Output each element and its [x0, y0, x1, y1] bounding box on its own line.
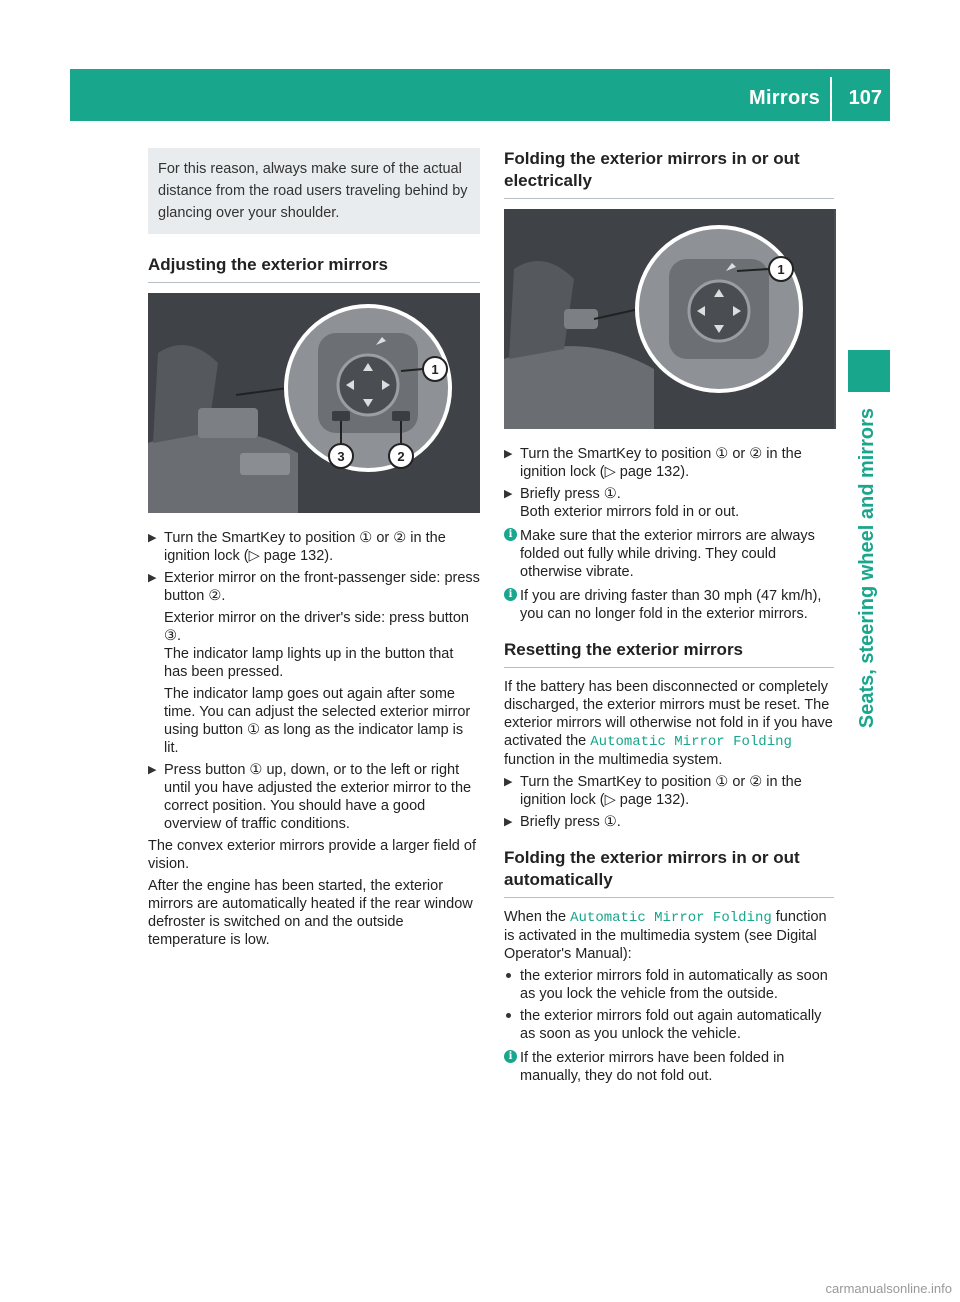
arrow-icon: ▶: [504, 488, 513, 500]
arrow-icon: ▶: [148, 532, 157, 544]
chapter-title: Seats, steering wheel and mirrors: [856, 408, 878, 729]
header-title: Mirrors: [748, 87, 820, 109]
section-title-folding-automatic: Folding the exterior mirrors in or out automatically: [504, 847, 834, 898]
header-divider: [830, 77, 832, 121]
bullet-fold-out-unlock: the exterior mirrors fold out again automatically as soon as you unlock the vehicle.: [504, 1007, 834, 1043]
step-briefly-press: ▶ Briefly press ①. Both exterior mirrors fold in or out.: [504, 486, 740, 520]
left-column: [148, 148, 480, 949]
note-box: For this reason, always make sure of the actual distance from the road users traveling behind by glancing over your shoulder.: [148, 148, 480, 234]
watermark: carmanualsonline.info: [825, 1281, 952, 1296]
info-icon: i: [504, 1050, 517, 1063]
code-automatic-mirror-folding: Automatic Mirror Folding: [570, 910, 772, 926]
info-icon: i: [504, 528, 517, 541]
svg-text:1: 1: [777, 262, 785, 277]
svg-text:2: 2: [397, 449, 405, 464]
figure-folding-mirrors: [504, 209, 836, 429]
paragraph-heated: After the engine has been started, the exterior mirrors are automatically heated if the rear window defroster is switched on and the outside temperature is low.: [148, 878, 473, 948]
arrow-icon: ▶: [504, 776, 513, 788]
page-number: 107: [848, 87, 882, 109]
svg-text:3: 3: [337, 449, 345, 464]
section-title-folding-electric: Folding the exterior mirrors in or out electrically: [504, 148, 834, 199]
step-turn-smartkey-fold: ▶ Turn the SmartKey to position ① or ② in the ignition lock (▷ page 132).: [504, 446, 802, 480]
svg-text:1: 1: [431, 362, 439, 377]
arrow-icon: ▶: [148, 764, 157, 776]
step-reset-turn-smartkey: ▶ Turn the SmartKey to position ① or ② in the ignition lock (▷ page 132).: [504, 774, 802, 808]
chapter-tab: [848, 350, 890, 392]
arrow-icon: ▶: [504, 816, 513, 828]
code-automatic-mirror-folding: Automatic Mirror Folding: [590, 734, 792, 750]
step-turn-smartkey: ▶ Turn the SmartKey to position ① or ② in the ignition lock (▷ page 132).: [148, 530, 446, 564]
info-speed-limit: i If you are driving faster than 30 mph (47 km/h), you can no longer fold in the exterior mirrors.: [504, 587, 834, 623]
step-press-button: ▶ Press button ① up, down, or to the left or right until you have adjusted the exterior mirror to the correct position. You should have a good overview of traffic conditions.: [148, 762, 472, 832]
arrow-icon: ▶: [148, 572, 157, 584]
step-reset-briefly-press: ▶ Briefly press ①.: [504, 814, 621, 830]
info-manual-fold: i If the exterior mirrors have been folded in manually, they do not fold out.: [504, 1049, 834, 1085]
paragraph-convex: The convex exterior mirrors provide a larger field of vision.: [148, 838, 476, 872]
step-driver-mirror: Exterior mirror on the driver's side: press button ③. The indicator lamp lights up in the button that has been pressed.: [164, 610, 469, 680]
info-icon: i: [504, 588, 517, 601]
bullet-dot: [506, 973, 511, 978]
header-bar: [70, 69, 890, 121]
fold-button-illustration: [504, 209, 834, 429]
section-title-adjusting: Adjusting the exterior mirrors: [148, 254, 480, 283]
step-passenger-mirror: ▶ Exterior mirror on the front-passenger side: press button ②.: [148, 570, 480, 604]
mirror-control-illustration: [148, 293, 480, 513]
figure-adjusting-mirrors: [148, 293, 480, 513]
step-indicator-lamp: The indicator lamp goes out again after some time. You can adjust the selected exterior mirror using button ① as long as the indicator lamp is lit.: [164, 686, 471, 756]
paragraph-reset: If the battery has been disconnected or completely discharged, the exterior mirrors must be reset. The exterior mirrors will otherwise not fold in if you have activated the Automatic Mirror Folding function in the multimedia system.: [504, 679, 833, 768]
info-fold-out-fully: i Make sure that the exterior mirrors are always folded out fully while driving. They could otherwise vibrate.: [504, 527, 834, 581]
section-title-resetting: Resetting the exterior mirrors: [504, 639, 834, 668]
paragraph-auto: When the Automatic Mirror Folding function is activated in the multimedia system (see Digital Operator's Manual):: [504, 909, 827, 962]
arrow-icon: ▶: [504, 448, 513, 460]
bullet-fold-in-lock: the exterior mirrors fold in automatically as soon as you lock the vehicle from the outside.: [504, 967, 834, 1003]
bullet-dot: [506, 1013, 511, 1018]
right-column: [504, 148, 834, 1085]
